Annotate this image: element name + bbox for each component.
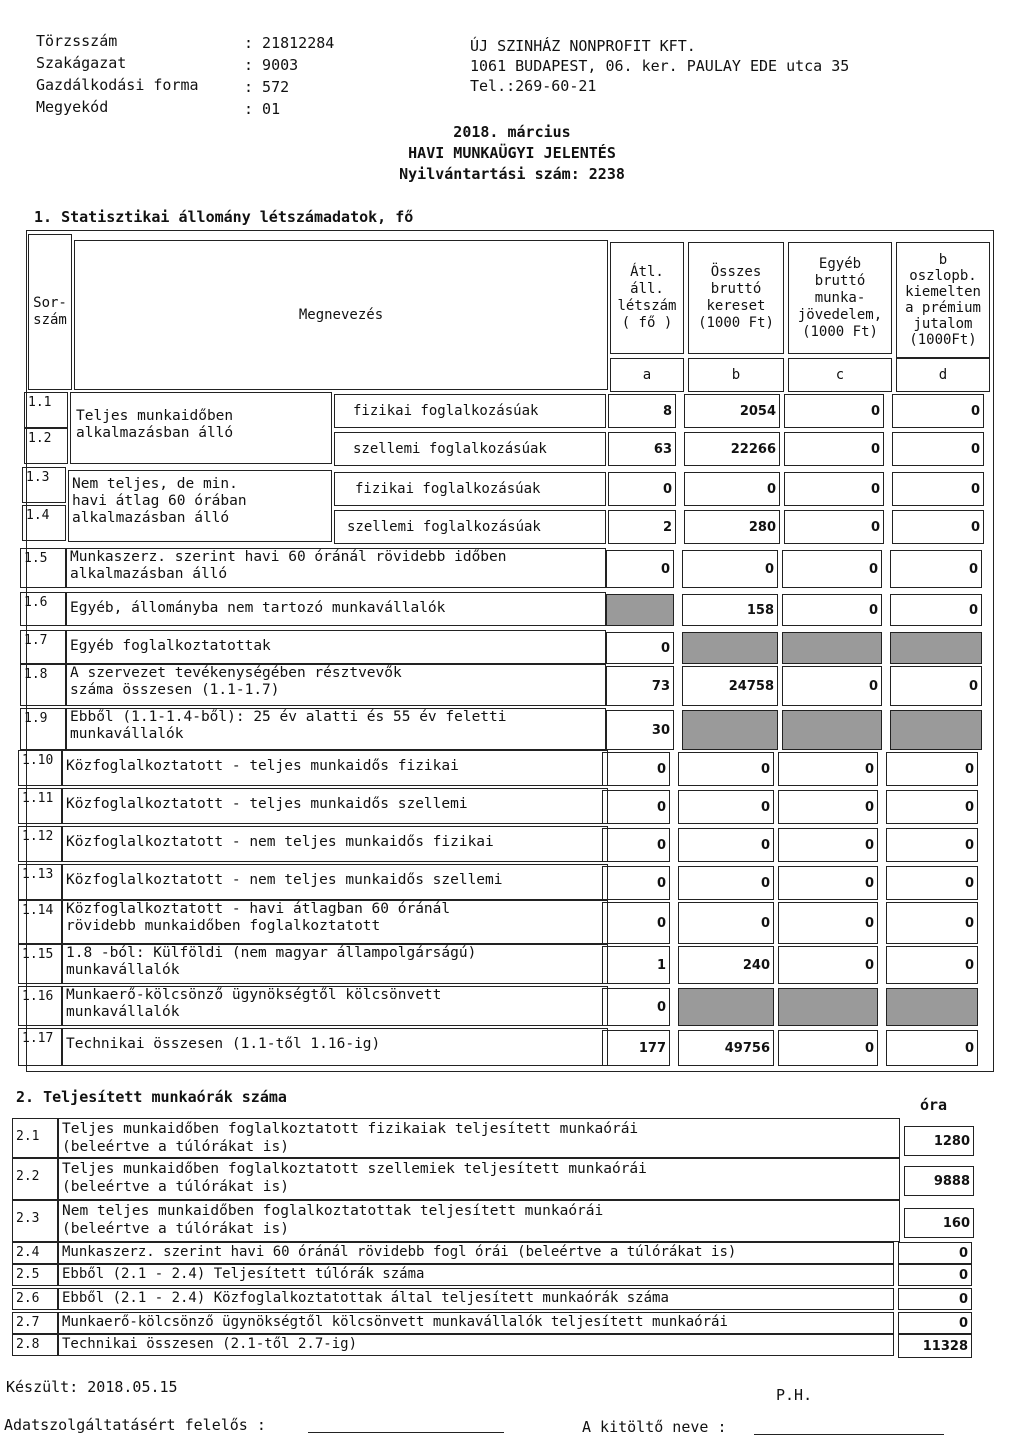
col-a-line1: Átl. (630, 264, 664, 280)
row-number: 2.4 (12, 1242, 58, 1264)
col-c-line2: bruttó (814, 272, 866, 289)
cell-b: 0 (678, 902, 774, 944)
col-b-line4: (1000 Ft) (698, 315, 774, 331)
szakagazat-value: : 9003 (244, 56, 299, 74)
report-name: HAVI MUNKAÜGYI JELENTÉS (408, 144, 616, 162)
row-number: 1.6 (20, 592, 66, 626)
row-label: Közfoglalkoztatott - teljes munkaidős fizikai (66, 758, 459, 774)
cell-d (886, 988, 978, 1026)
hours-value: 160 (904, 1208, 974, 1238)
row-label: A szervezet tevékenységében résztvevők száma összesen (1.1-1.7) (70, 665, 402, 698)
row-number: 1.11 (18, 788, 62, 824)
company-name: ÚJ SZINHÁZ NONPROFIT KFT. (470, 37, 696, 55)
cell-b: 158 (682, 594, 778, 626)
row-1-3-sublabel: fizikai foglalkozásúak (334, 472, 606, 506)
col-a-line4: ( fő ) (621, 315, 673, 331)
cell-a: 0 (602, 866, 670, 900)
cell-b: 49756 (678, 1030, 774, 1066)
row-number: 1.10 (18, 750, 62, 786)
cell-b: 0 (682, 550, 778, 588)
cell-d: 0 (886, 866, 978, 900)
row-number: 2.1 (12, 1118, 58, 1158)
cell-a: 63 (608, 432, 676, 466)
cell-d: 0 (886, 828, 978, 862)
row-number: 1.9 (20, 708, 66, 750)
row-label: Közfoglalkoztatott - nem teljes munkaidős szellemi (66, 872, 503, 888)
col-c-line4: jövedelem, (797, 306, 883, 323)
cell-c: 0 (778, 828, 878, 862)
cell-d (890, 632, 982, 664)
cell-d: 0 (892, 394, 984, 428)
cell-a: 8 (608, 394, 676, 428)
row-label: Ebből (2.1 - 2.4) Teljesített túlórák száma (62, 1266, 425, 1282)
row-number: 1.12 (18, 826, 62, 862)
hours-value: 0 (898, 1312, 972, 1334)
cell-a: 0 (606, 632, 674, 664)
cell-d: 0 (890, 550, 982, 588)
cell-a: 0 (602, 828, 670, 862)
hours-value: 0 (898, 1288, 972, 1310)
cell-b: 280 (684, 510, 780, 544)
row-label: Közfoglalkoztatott - havi átlagban 60 óránál rövidebb munkaidőben foglalkoztatott (66, 901, 451, 934)
kitolto-label: A kitöltő neve : (582, 1418, 727, 1436)
row-label: Egyéb, állományba nem tartozó munkavállalók (70, 600, 446, 616)
cell-b: 22266 (684, 432, 780, 466)
col-letter-d: d (896, 358, 990, 392)
col-header-d (896, 242, 990, 358)
cell-a: 0 (608, 472, 676, 506)
cell-a: 1 (602, 946, 670, 984)
cell-a: 0 (602, 790, 670, 824)
row-label: Technikai összesen (1.1-től 1.16-ig) (66, 1036, 381, 1052)
cell-b: 240 (678, 946, 774, 984)
sorszam-line2: szám (33, 312, 67, 328)
section2-unit: óra (920, 1096, 948, 1114)
cell-b: 0 (684, 472, 780, 506)
cell-d: 0 (892, 472, 984, 506)
row-label: Munkaszerz. szerint havi 60 óránál rövidebb időben alkalmazásban álló (70, 549, 507, 582)
megyekod-label: Megyekód (36, 98, 109, 116)
cell-b (678, 988, 774, 1026)
col-a-line3: létszám (617, 298, 677, 314)
col-a-line2: áll. (630, 281, 664, 297)
row-label: Nem teljes munkaidőben foglalkoztatottak teljesített munkaórái (beleértve a túlórákat is) (62, 1203, 604, 1237)
felelos-signature-line[interactable] (308, 1432, 504, 1433)
row-number: 1.5 (20, 548, 66, 588)
company-phone: Tel.:269-60-21 (470, 77, 597, 95)
sorszam-line1: Sor- (33, 295, 67, 311)
gazdalkodasi-value: : 572 (244, 78, 290, 96)
col-header-a (610, 242, 684, 354)
row-label: Ebből (2.1 - 2.4) Közfoglalkoztatottak által teljesített munkaórák száma (62, 1290, 669, 1306)
hours-value: 11328 (898, 1334, 972, 1358)
row-label: Teljes munkaidőben foglalkoztatott fizikaiak teljesített munkaórái (beleértve a túlórákat is) (62, 1121, 639, 1155)
row-number: 1.16 (18, 986, 62, 1026)
cell-c: 0 (778, 866, 878, 900)
cell-a: 73 (606, 666, 674, 706)
cell-b: 0 (678, 828, 774, 862)
cell-d: 0 (886, 902, 978, 944)
cell-c: 0 (784, 472, 884, 506)
col-c-line3: munka- (814, 289, 866, 306)
cell-b (682, 710, 778, 750)
col-d-line6: (1000Ft) (909, 332, 977, 348)
col-c-line1: Egyéb (818, 255, 862, 272)
group2-label: Nem teljes, de min. havi átlag 60 órában alkalmazásban álló (72, 476, 247, 526)
col-d-line3: kiemelten (905, 284, 981, 300)
row-number: 1.2 (24, 428, 68, 464)
cell-a: 0 (602, 902, 670, 944)
cell-b: 0 (678, 866, 774, 900)
cell-a: 0 (602, 752, 670, 786)
row-1-4-sublabel: szellemi foglalkozásúak (334, 510, 606, 544)
section1-title: 1. Statisztikai állomány létszámadatok, fő (34, 208, 414, 226)
col-letter-a: a (610, 358, 684, 392)
kitolto-signature-line[interactable] (754, 1434, 944, 1435)
cell-c (782, 632, 882, 664)
cell-c: 0 (784, 510, 884, 544)
hours-value: 9888 (904, 1166, 974, 1196)
cell-b (682, 632, 778, 664)
cell-d (890, 710, 982, 750)
cell-d: 0 (886, 1030, 978, 1066)
cell-a: 177 (602, 1030, 670, 1066)
cell-a: 30 (606, 710, 674, 750)
hours-value: 1280 (904, 1126, 974, 1156)
cell-b: 2054 (684, 394, 780, 428)
cell-b: 24758 (682, 666, 778, 706)
cell-a (606, 594, 674, 626)
row-number: 1.7 (20, 630, 66, 664)
row-number: 1.14 (18, 900, 62, 944)
cell-d: 0 (892, 510, 984, 544)
col-header-megnevezes (74, 240, 608, 390)
row-number: 2.8 (12, 1334, 58, 1356)
cell-c (782, 710, 882, 750)
report-period: 2018. március (453, 123, 571, 141)
col-letter-b: b (688, 358, 784, 392)
cell-c: 0 (782, 550, 882, 588)
torzsszam-value: : 21812284 (244, 34, 335, 52)
row-label: Ebből (1.1-1.4-ből): 25 év alatti és 55 év feletti munkavállalók (70, 709, 507, 742)
row-number: 1.13 (18, 864, 62, 900)
cell-b: 0 (678, 752, 774, 786)
cell-d: 0 (886, 790, 978, 824)
col-b-line1: Összes (710, 264, 762, 280)
col-header-sorszam (28, 234, 72, 390)
report-title (0, 122, 1024, 185)
row-label: Munkaerő-kölcsönző ügynökségtől kölcsönvett munkavállalók teljesített munkaórái (62, 1314, 728, 1330)
col-letter-c: c (788, 358, 892, 392)
ph-stamp-label: P.H. (776, 1386, 813, 1404)
row-number: 2.7 (12, 1312, 58, 1334)
col-b-line2: bruttó (710, 281, 762, 297)
cell-c: 0 (782, 594, 882, 626)
cell-d: 0 (890, 594, 982, 626)
row-label: Munkaszerz. szerint havi 60 óránál rövidebb fogl órái (beleértve a túlórákat is) (62, 1244, 737, 1260)
col-d-line5: jutalom (913, 316, 973, 332)
cell-d: 0 (892, 432, 984, 466)
section2-title: 2. Teljesített munkaórák száma (16, 1088, 287, 1106)
row-1-1-sublabel: fizikai foglalkozásúak (334, 394, 606, 428)
torzsszam-label: Törzsszám (36, 32, 118, 50)
row-label: Teljes munkaidőben foglalkoztatott szellemiek teljesített munkaórái (beleértve a túlórákat is) (62, 1161, 647, 1195)
header-labels (36, 30, 199, 118)
cell-d: 0 (886, 752, 978, 786)
gazdalkodasi-label: Gazdálkodási forma (36, 76, 199, 94)
cell-c (778, 988, 878, 1026)
row-number: 1.17 (18, 1028, 62, 1066)
company-address: 1061 BUDAPEST, 06. ker. PAULAY EDE utca 35 (470, 57, 850, 75)
cell-c: 0 (778, 902, 878, 944)
col-c-line5: (1000 Ft) (802, 323, 878, 340)
megyekod-value: : 01 (244, 100, 281, 118)
row-label: Egyéb foglalkoztatottak (70, 638, 271, 654)
row-label: Technikai összesen (2.1-től 2.7-ig) (62, 1336, 358, 1352)
cell-c: 0 (778, 946, 878, 984)
cell-b: 0 (678, 790, 774, 824)
hours-value: 0 (898, 1242, 972, 1264)
row-number: 1.3 (22, 467, 66, 503)
group1-label: Teljes munkaidőben alkalmazásban álló (76, 408, 234, 441)
row-label: Munkaerő-kölcsönző ügynökségtől kölcsönvett munkavállalók (66, 987, 442, 1020)
cell-a: 2 (608, 510, 676, 544)
row-number: 2.6 (12, 1288, 58, 1310)
megnevezes-label: Megnevezés (298, 306, 384, 323)
cell-c: 0 (778, 1030, 878, 1066)
cell-c: 0 (782, 666, 882, 706)
cell-d: 0 (886, 946, 978, 984)
cell-c: 0 (778, 790, 878, 824)
col-d-line4: a prémium (905, 300, 981, 316)
col-d-line2: oszlopb. (909, 268, 977, 284)
row-number: 1.15 (18, 944, 62, 984)
keszult-date: Készült: 2018.05.15 (6, 1378, 178, 1396)
col-header-b (688, 242, 784, 354)
cell-d: 0 (890, 666, 982, 706)
col-b-line3: kereset (706, 298, 766, 314)
row-label: Közfoglalkoztatott - nem teljes munkaidős fizikai (66, 834, 494, 850)
col-header-c (788, 242, 892, 354)
row-label: Közfoglalkoztatott - teljes munkaidős szellemi (66, 796, 468, 812)
cell-a: 0 (602, 988, 670, 1026)
cell-c: 0 (784, 432, 884, 466)
szakagazat-label: Szakágazat (36, 54, 127, 72)
hours-value: 0 (898, 1264, 972, 1286)
row-number: 1.1 (24, 392, 68, 428)
row-number: 2.5 (12, 1264, 58, 1286)
cell-c: 0 (784, 394, 884, 428)
col-d-line1: b (938, 252, 948, 268)
row-number: 1.8 (20, 664, 66, 706)
row-1-2-sublabel: szellemi foglalkozásúak (334, 432, 606, 466)
row-label: 1.8 -ból: Külföldi (nem magyar állampolgárságú) munkavállalók (66, 945, 477, 978)
cell-c: 0 (778, 752, 878, 786)
report-regno: Nyilvántartási szám: 2238 (399, 165, 625, 183)
company-block (470, 36, 849, 96)
row-number: 2.3 (12, 1200, 58, 1242)
row-number: 2.2 (12, 1158, 58, 1200)
cell-a: 0 (606, 550, 674, 588)
felelos-label: Adatszolgáltatásért felelős : (4, 1416, 266, 1434)
row-number: 1.4 (22, 505, 66, 541)
header-values (244, 32, 334, 120)
